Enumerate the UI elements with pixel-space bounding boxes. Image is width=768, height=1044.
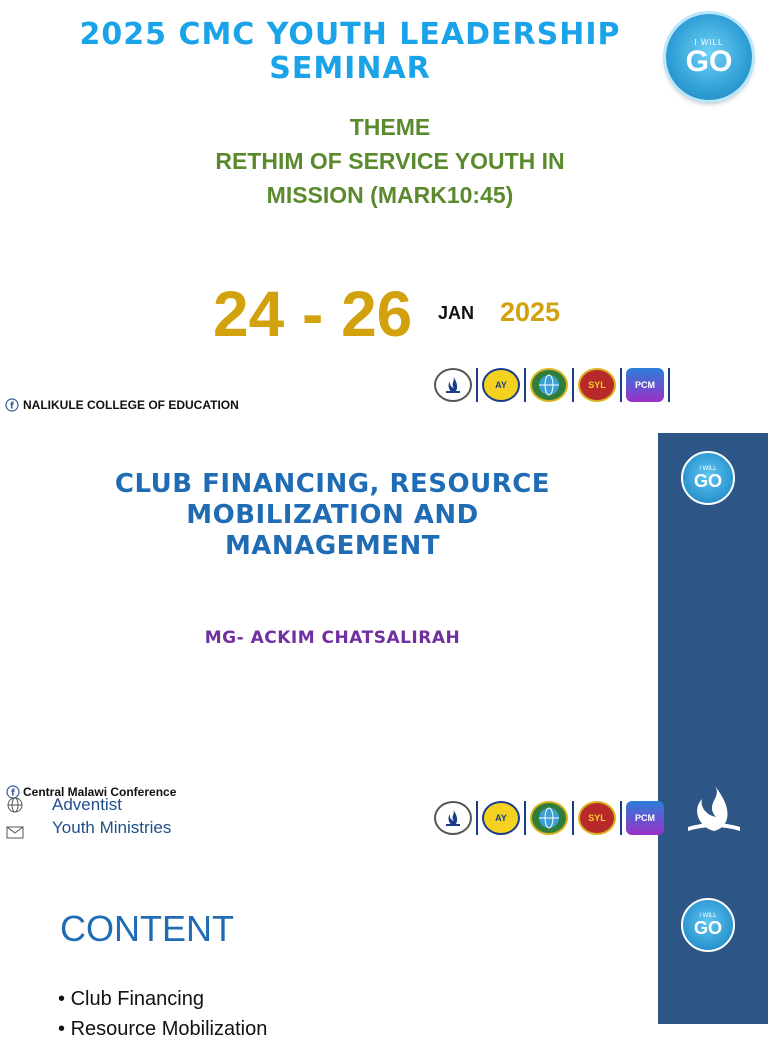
logo-separator xyxy=(572,368,574,402)
svg-text:f: f xyxy=(11,788,15,799)
theme-line2: MISSION (MARK10:45) xyxy=(266,182,514,208)
seminar-title-line2: SEMINAR xyxy=(269,51,431,86)
adventist-flame-icon xyxy=(434,801,472,835)
content-heading: CONTENT xyxy=(60,908,234,949)
ay-logo-text: AY xyxy=(495,380,507,390)
globe-logo xyxy=(530,801,568,835)
ay-logo-text: AY xyxy=(495,813,507,823)
ministry-line2-row xyxy=(6,814,176,840)
side-panel xyxy=(658,433,768,866)
globe-icon xyxy=(537,373,561,397)
list-item: • Club Financing xyxy=(58,984,267,1014)
side-i-will-go-logo xyxy=(681,898,735,952)
list-item: • Resource Mobilization xyxy=(58,1014,267,1044)
side-logo-small-text: I WILL xyxy=(699,466,717,472)
ministry-name-line1: Adventist xyxy=(52,795,122,814)
adventist-flame-icon xyxy=(434,368,472,402)
logo-separator xyxy=(572,801,574,835)
venue-line xyxy=(5,398,239,412)
pcm-logo-text: PCM xyxy=(635,380,655,390)
presentation-title-line3: MANAGEMENT xyxy=(224,531,441,561)
logo-big-text: GO xyxy=(685,44,733,78)
theme-line1: RETHIM OF SERVICE YOUTH IN xyxy=(215,148,565,174)
svg-text:f: f xyxy=(10,401,14,412)
ay-logo xyxy=(482,368,520,402)
pcm-logo-text: PCM xyxy=(635,813,655,823)
side-panel xyxy=(658,866,768,1024)
adventist-church-icon xyxy=(684,783,744,839)
seminar-title-line1: 2025 CMC YOUTH LEADERSHIP xyxy=(79,17,621,52)
side-i-will-go-logo xyxy=(681,451,735,505)
logo-separator xyxy=(524,368,526,402)
ministry-logos-strip xyxy=(434,368,670,402)
i-will-go-logo xyxy=(666,14,752,100)
logo-separator xyxy=(668,368,670,402)
globe-outline-icon xyxy=(6,796,24,814)
event-month: JAN xyxy=(438,303,475,323)
pcm-logo xyxy=(626,801,664,835)
event-year: 2025 xyxy=(500,297,561,327)
seminar-title xyxy=(40,18,660,86)
logo-small-text: I WILL xyxy=(694,37,724,47)
venue-text: NALIKULE COLLEGE OF EDUCATION xyxy=(23,398,239,412)
logo-separator xyxy=(620,801,622,835)
flame-icon xyxy=(442,374,464,396)
presentation-title xyxy=(60,469,605,562)
side-logo-big-text: GO xyxy=(693,918,722,938)
envelope-icon xyxy=(6,824,24,840)
conference-name: Central Malawi Conference xyxy=(23,785,177,799)
syl-logo-text: SYL xyxy=(588,380,606,390)
theme-label: THEME xyxy=(349,114,431,140)
slide-content xyxy=(0,866,768,1040)
ministry-logos-strip xyxy=(434,801,664,835)
facebook-icon xyxy=(5,398,19,412)
slide-topic-title xyxy=(0,433,768,866)
syl-logo xyxy=(578,801,616,835)
presenter-name: MG- ACKIM CHATSALIRAH xyxy=(204,628,461,648)
theme-block xyxy=(150,110,630,212)
ay-logo xyxy=(482,801,520,835)
ministry-name-line2: Youth Ministries xyxy=(52,817,172,837)
logo-separator xyxy=(476,801,478,835)
side-logo-big-text: GO xyxy=(693,471,722,491)
syl-logo-text: SYL xyxy=(588,813,606,823)
presentation-title-line1: CLUB FINANCING, RESOURCE xyxy=(114,469,551,499)
globe-logo xyxy=(530,368,568,402)
content-list xyxy=(58,984,267,1044)
slide-seminar-cover xyxy=(0,0,768,433)
logo-separator xyxy=(524,801,526,835)
presentation-title-line2: MOBILIZATION AND xyxy=(186,500,479,530)
conference-block xyxy=(6,785,176,840)
side-logo-small-text: I WILL xyxy=(699,913,717,919)
logo-separator xyxy=(476,368,478,402)
pcm-logo xyxy=(626,368,664,402)
flame-icon xyxy=(442,807,464,829)
syl-logo xyxy=(578,368,616,402)
logo-separator xyxy=(620,368,622,402)
event-dates: 24 - 26 xyxy=(213,278,413,350)
globe-icon xyxy=(537,806,561,830)
